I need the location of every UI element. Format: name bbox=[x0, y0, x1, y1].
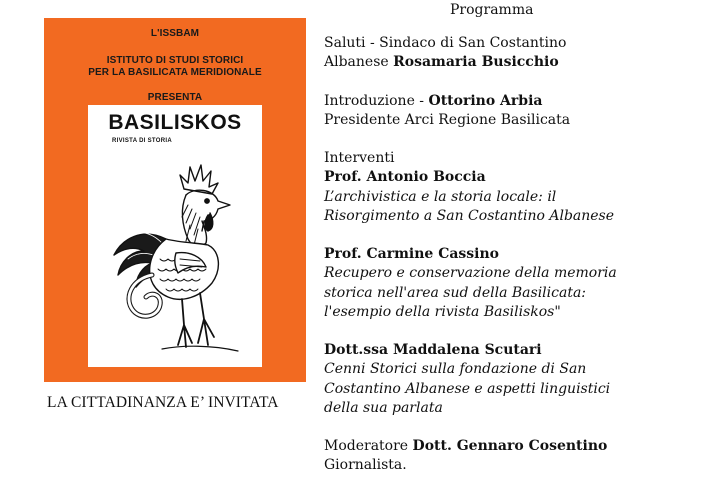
speaker-3-name: Dott.ssa Maddalena Scutari bbox=[324, 342, 542, 359]
speaker-2-talk-line-2: storica nell'area sud della Basilicata: bbox=[324, 284, 587, 301]
introduzione-role: Presidente Arci Regione Basilicata bbox=[324, 111, 571, 128]
interventi-label: Interventi bbox=[324, 150, 395, 167]
presenta-label: PRESENTA bbox=[147, 92, 203, 103]
speaker-1-talk-line-2: Risorgimento a San Costantino Albanese bbox=[324, 207, 615, 224]
moderatore-role: Giornalista. bbox=[324, 457, 407, 474]
speaker-3-talk-line-1: Cenni Storici sulla fondazione di San bbox=[324, 361, 587, 378]
speaker-2-talk-line-3: l'esempio della rivista Basiliskos" bbox=[324, 303, 561, 320]
speaker-3-talk-line-3: della sua parlata bbox=[324, 399, 443, 416]
speaker-2-name: Prof. Carmine Cassino bbox=[324, 246, 500, 263]
speaker-3-talk-line-2: Costantino Albanese e aspetti linguistici bbox=[324, 380, 611, 397]
speaker-1-talk-line-1: L’archivistica e la storia locale: il bbox=[324, 188, 557, 205]
saluti-line-2: Albanese Rosamaria Busicchio bbox=[324, 54, 559, 71]
cover-title: BASILISKOS bbox=[108, 111, 242, 134]
program-heading: Programma bbox=[450, 2, 534, 18]
cover-subtitle: RIVISTA DI STORIA bbox=[112, 138, 172, 144]
org-line-1: ISTITUTO DI STUDI STORICI bbox=[106, 55, 244, 66]
saluti-line-1: Saluti - Sindaco di San Costantino bbox=[324, 35, 567, 51]
invitation-text: LA CITTADINANZA E’ INVITATA bbox=[47, 394, 279, 411]
speaker-2-talk-line-1: Recupero e conservazione della memoria bbox=[324, 265, 617, 282]
magazine-cover bbox=[88, 105, 262, 367]
speaker-1-name: Prof. Antonio Boccia bbox=[324, 169, 486, 186]
program-list bbox=[324, 34, 696, 476]
rooster-illustration bbox=[102, 147, 252, 362]
moderator-name: Dott. Gennaro Cosentino bbox=[412, 438, 608, 455]
mayor-name: Rosamaria Busicchio bbox=[393, 54, 559, 71]
org-short: L'ISSBAM bbox=[150, 28, 200, 39]
intro-speaker-name: Ottorino Arbia bbox=[428, 92, 543, 109]
org-line-2: PER LA BASILICATA MERIDIONALE bbox=[88, 67, 262, 78]
poster bbox=[44, 18, 306, 382]
introduzione-line: Introduzione - Ottorino Arbia bbox=[324, 92, 543, 109]
moderatore-line: Moderatore Dott. Gennaro Cosentino bbox=[324, 438, 608, 455]
